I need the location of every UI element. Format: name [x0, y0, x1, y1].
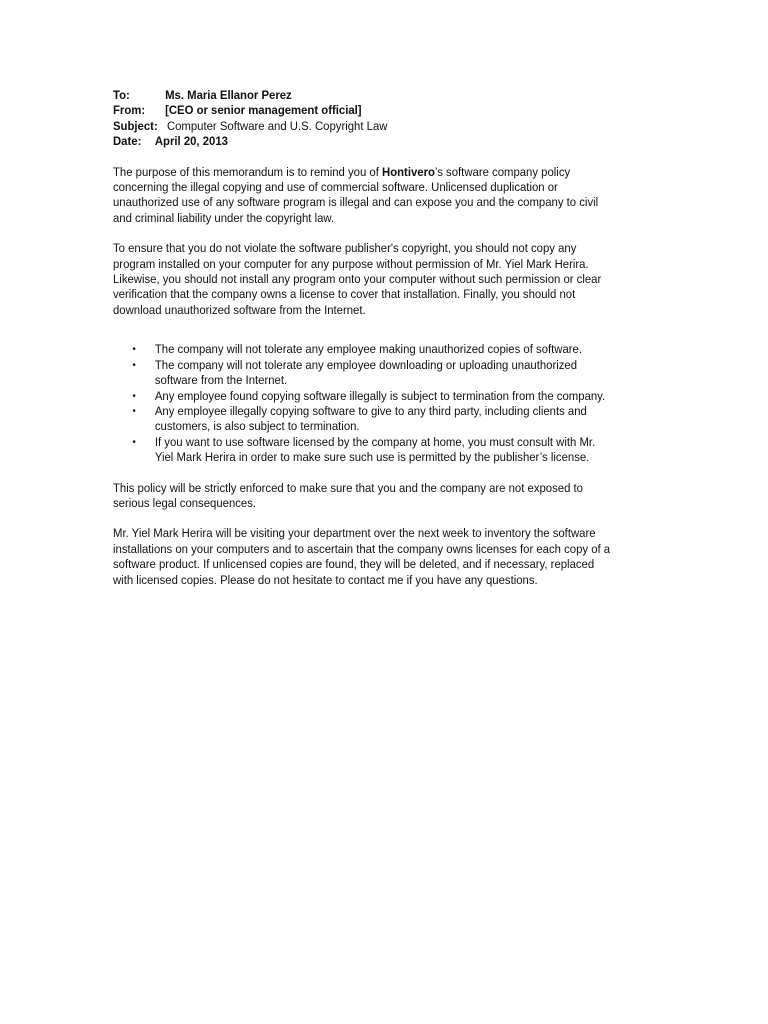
paragraph-purpose-rest: ’s software company policy concerning the illegal copying and use of commercial software. Unlicensed duplication or unauthorized use of any software program is illegal and can expose you and the company to civil and criminal liability under the copyright law.	[113, 164, 599, 225]
bullet-icon: •	[132, 436, 136, 448]
bullet-icon: •	[132, 344, 136, 356]
bullet-text: If you want to use software licensed by the company at home, you must consult with Mr. Yiel Mark Herira in order to make sure such use is permitted by the publisher’s license.	[154, 434, 596, 465]
from-value: [CEO or senior management official]	[165, 103, 362, 118]
from-label: From:	[113, 103, 146, 118]
paragraph-purpose-intro: The purpose of this memorandum is to remind you of	[113, 164, 383, 179]
list-item	[113, 358, 615, 389]
bullet-text: Any employee illegally copying software to give to any third party, including clients and customers, is also subject to termination.	[154, 403, 587, 434]
to-label: To:	[113, 88, 130, 102]
to-value: Ms. Maria Ellanor Perez	[165, 88, 292, 102]
paragraph-copyright: To ensure that you do not violate the software publisher's copyright, you should not copy any program installed on your computer for any purpose without permission of Mr. Yiel Mark Herira. Likewise, you should not install any program onto your computer without such permission or clear verification that the company owns a license to cover that installation. Finally, you should not download unauthorized software from the Internet.	[113, 241, 602, 317]
memo-subject-row	[113, 119, 615, 134]
list-item	[113, 389, 615, 404]
list-item	[113, 342, 615, 357]
paragraph-inventory: Mr. Yiel Mark Herira will be visiting your department over the next week to inventory the software installations on your computers and to ascertain that the company owns licenses for each copy of a software product. If unlicensed copies are found, they will be deleted, and if necessary, replaced with licensed copies. Please do not hesitate to contact me if you have any questions.	[113, 526, 611, 587]
company-name: Hontivero	[382, 164, 435, 179]
paragraph-enforcement: This policy will be strictly enforced to make sure that you and the company are not exposed to serious legal consequences.	[113, 480, 583, 510]
paragraph-purpose	[113, 165, 615, 227]
subject-label: Subject:	[113, 118, 158, 133]
memo-from-row	[113, 103, 615, 118]
date-value: April 20, 2013	[154, 134, 228, 149]
memo-document	[113, 88, 615, 588]
subject-value: Computer Software and U.S. Copyright Law	[166, 118, 388, 133]
memo-to-row	[113, 88, 615, 103]
bullet-text: Any employee found copying software illegally is subject to termination from the company.	[154, 388, 606, 403]
bullet-icon: •	[132, 359, 136, 371]
bullet-text: The company will not tolerate any employee downloading or uploading unauthorized software from the Internet.	[154, 357, 578, 388]
memo-date-row	[113, 134, 615, 149]
date-label: Date:	[113, 134, 142, 149]
list-item	[113, 404, 615, 435]
bullet-icon: •	[132, 390, 136, 402]
policy-bullet-list	[113, 342, 615, 465]
bullet-text: The company will not tolerate any employee making unauthorized copies of software.	[154, 342, 583, 357]
list-item	[113, 435, 615, 466]
bullet-icon: •	[132, 405, 136, 417]
